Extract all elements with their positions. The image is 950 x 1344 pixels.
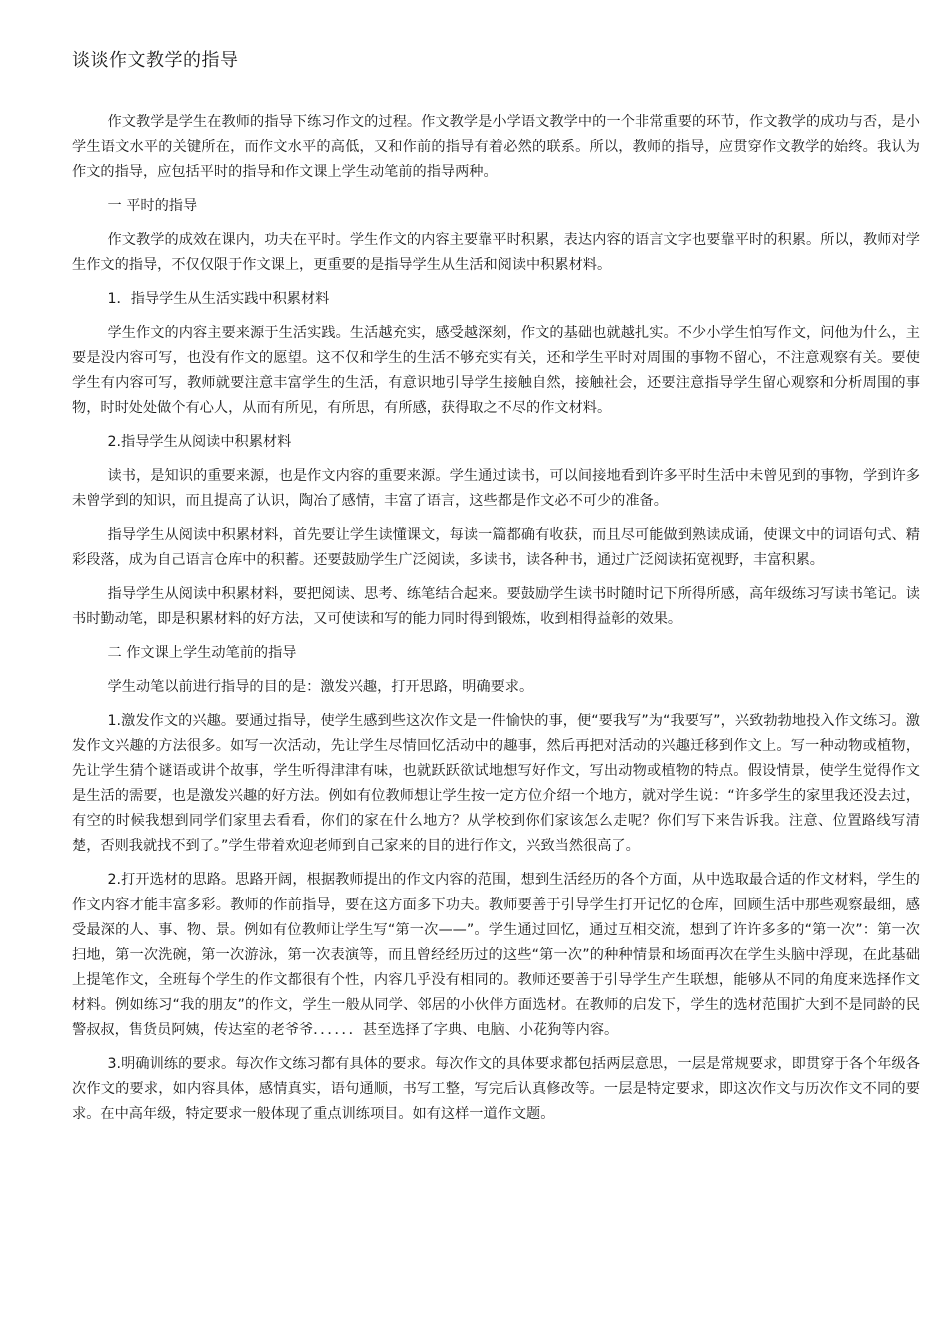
section-heading: 二 作文课上学生动笔前的指导	[107, 645, 297, 661]
paragraph: 学生动笔以前进行指导的目的是：激发兴趣，打开思路，明确要求。	[107, 679, 534, 695]
section-heading: 一 平时的指导	[107, 198, 198, 214]
paragraph: 3.明确训练的要求。每次作文练习都有具体的要求。每次作文的具体要求都包括两层意思，一层是常规要求，即贯穿于各个年级各次作文的要求，如内容具体，感情真实，语句通顺，书写工整，写完后认真修改等。一层是特定要求，即这次作文与历次作文不同的要求。在中高年级，特定要求一般体现了重点训练项目。如有这样一道作文题。	[72, 1056, 920, 1122]
paragraph: 2.打开选材的思路。思路开阔，根据教师提出的作文内容的范围，想到生活经历的各个方面，从中选取最合适的作文材料，学生的作文内容才能丰富多彩。教师的作前指导，要在这方面多下功夫。教师要善于引导学生打开记忆的仓库，回顾生活中那些观察最细，感受最深的人、事、物、景。例如有位教师让学生写“第一次——”。学生通过回忆，通过互相交流，想到了许许多多的“第一次”：第一次扫地，第一次洗碗，第一次游泳，第一次表演等，而且曾经经历过的这些“第一次”的种种情景和场面再次在学生头脑中浮现，在此基础上提笔作文，全班每个学生的作文都很有个性，内容几乎没有相同的。教师还要善于引导学生产生联想，能够从不同的角度来选择作文材料。例如练习“我的朋友”的作文，学生一般从同学、邻居的小伙伴方面选材。在教师的启发下，学生的选材范围扩大到不是同龄的民警叔叔，售货员阿姨，传达室的老爷爷．．．．．．甚至选择了字典、电脑、小花狗等内容。	[72, 872, 920, 1038]
paragraph: 学生作文的内容主要来源于生活实践。生活越充实，感受越深刻，作文的基础也就越扎实。不少小学生怕写作文，问他为什么，主要是没内容可写，也没有作文的愿望。这不仅和学生的生活不够充实有关，还和学生平时对周围的事物不留心，不注意观察有关。要使学生有内容可写，教师就要注意丰富学生的生活，有意识地引导学生接触自然，接触社会，还要注意指导学生留心观察和分析周围的事物，时时处处做个有心人，从而有所见，有所思，有所感，获得取之不尽的作文材料。	[72, 325, 920, 416]
paragraph: 作文教学是学生在教师的指导下练习作文的过程。作文教学是小学语文教学中的一个非常重要的环节，作文教学的成功与否，是小学生语文水平的关键所在，而作文水平的高低，又和作前的指导有着必然的联系。所以，教师的指导，应贯穿作文教学的始终。我认为作文的指导，应包括平时的指导和作文课上学生动笔前的指导两种。	[72, 114, 920, 180]
paragraph: 读书，是知识的重要来源，也是作文内容的重要来源。学生通过读书，可以间接地看到许多平时生活中未曾见到的事物，学到许多未曾学到的知识，而且提高了认识，陶冶了感情，丰富了语言，这些都是作文必不可少的准备。	[72, 468, 920, 509]
subsection-heading: 2.指导学生从阅读中积累材料	[107, 434, 292, 450]
document-title: 谈谈作文教学的指导	[72, 50, 239, 71]
paragraph: 指导学生从阅读中积累材料，要把阅读、思考、练笔结合起来。要鼓励学生读书时随时记下所得所感，高年级练习写读书笔记。读书时勤动笔，即是积累材料的好方法，又可使读和写的能力同时得到锻炼，收到相得益彰的效果。	[72, 586, 920, 627]
paragraph: 作文教学的成效在课内，功夫在平时。学生作文的内容主要靠平时积累，表达内容的语言文字也要靠平时的积累。所以，教师对学生作文的指导，不仅仅限于作文课上，更重要的是指导学生从生活和阅读中积累材料。	[72, 232, 920, 273]
document-body	[72, 110, 920, 1136]
paragraph: 1.激发作文的兴趣。要通过指导，使学生感到些这次作文是一件愉快的事，便“要我写”为“我要写”，兴致勃勃地投入作文练习。激发作文兴趣的方法很多。如写一次活动，先让学生尽情回忆活动中的趣事，然后再把对活动的兴趣迁移到作文上。写一种动物或植物，先让学生猜个谜语或讲个故事，学生听得津津有味，也就跃跃欲试地想写好作文，写出动物或植物的特点。假设情景，使学生觉得作文是生活的需要，也是激发兴趣的好方法。例如有位教师想让学生按一定方位介绍一个地方，就对学生说：“许多学生的家里我还没去过，有空的时候我想到同学们家里去看看，你们的家在什么地方？从学校到你们家该怎么走呢？你们写下来告诉我。注意、位置路线写清楚，否则我就找不到了。”学生带着欢迎老师到自己家来的目的进行作文，兴致当然很高了。	[72, 713, 920, 854]
subsection-heading: 1．指导学生从生活实践中积累材料	[107, 291, 330, 307]
paragraph: 指导学生从阅读中积累材料，首先要让学生读懂课文，每读一篇都确有收获，而且尽可能做到熟读成诵，使课文中的词语句式、精彩段落，成为自己语言仓库中的积蓄。还要鼓励学生广泛阅读，多读书，读各种书，通过广泛阅读拓宽视野，丰富积累。	[72, 527, 920, 568]
